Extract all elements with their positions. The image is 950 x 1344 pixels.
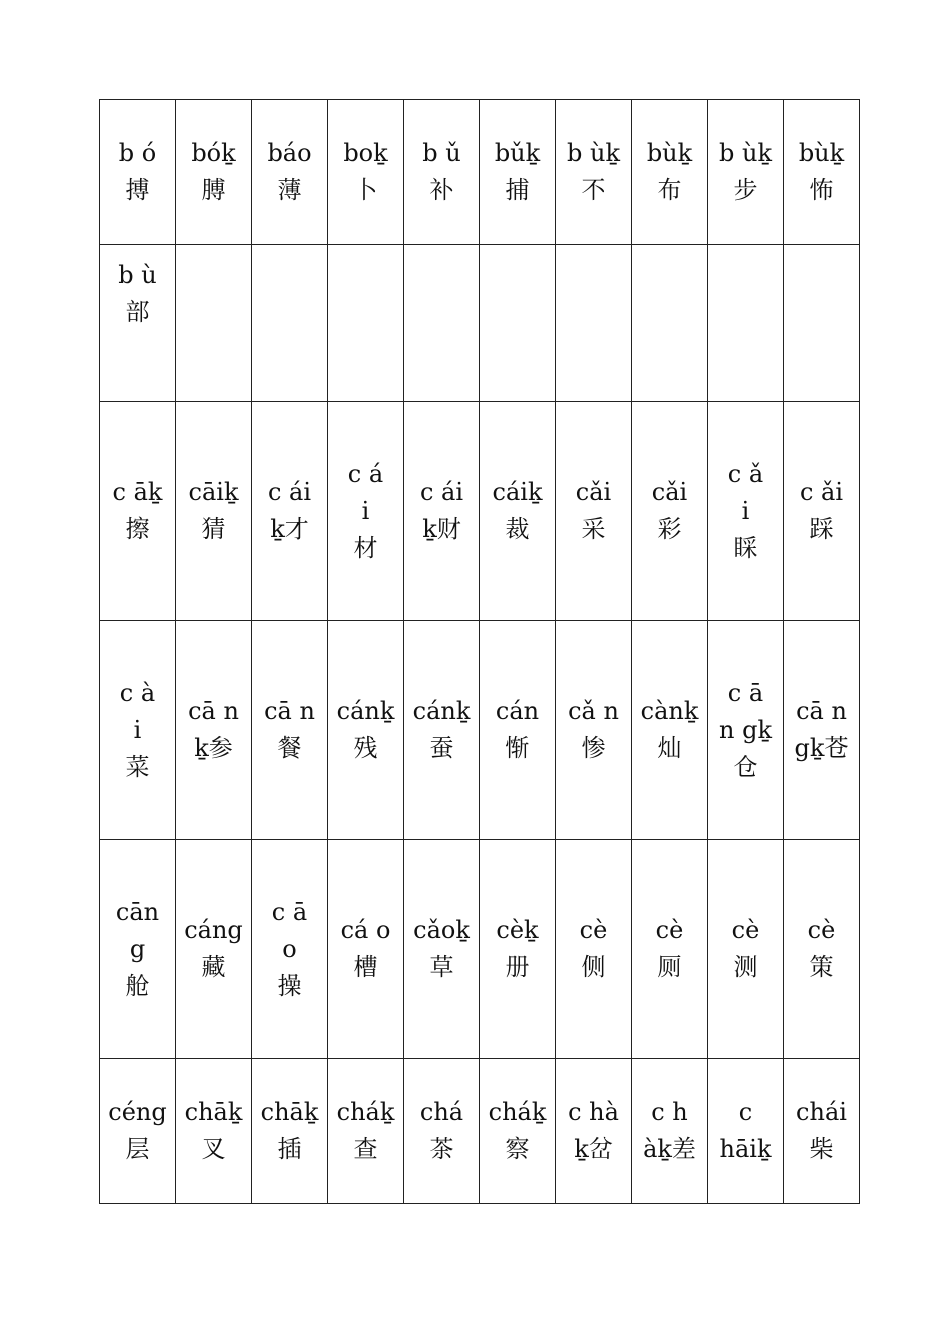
table-cell: c ái ḵ才	[252, 402, 328, 621]
table-cell: c ā n gḵ 仓	[708, 621, 784, 840]
table-cell: c hāiḵ	[708, 1059, 784, 1204]
table-row	[100, 840, 860, 1059]
table-cell: c à i 菜	[100, 621, 176, 840]
table-cell: cèḵ 册	[480, 840, 556, 1059]
table-cell: cháḵ 察	[480, 1059, 556, 1204]
table-cell: chái 柴	[784, 1059, 860, 1204]
table-cell: c ǎi 踩	[784, 402, 860, 621]
table-row	[100, 402, 860, 621]
table-cell: c hà ḵ岔	[556, 1059, 632, 1204]
table-cell: cànḵ 灿	[632, 621, 708, 840]
table-cell	[252, 245, 328, 402]
table-cell: cā n 餐	[252, 621, 328, 840]
table-cell: c ái ḵ财	[404, 402, 480, 621]
table-cell: céng 层	[100, 1059, 176, 1204]
table-cell: bóḵ 膊	[176, 100, 252, 245]
table-row	[100, 245, 860, 402]
table-cell: bùḵ 怖	[784, 100, 860, 245]
table-row	[100, 1059, 860, 1204]
table-cell: cán 惭	[480, 621, 556, 840]
table-cell: c h àḵ差	[632, 1059, 708, 1204]
table-cell: cáiḵ 裁	[480, 402, 556, 621]
table-cell: chāḵ 插	[252, 1059, 328, 1204]
table-cell: cā n ḵ参	[176, 621, 252, 840]
table-row	[100, 621, 860, 840]
table-cell: cān g 舱	[100, 840, 176, 1059]
table-cell: cè 测	[708, 840, 784, 1059]
table-cell: b ù 部	[100, 245, 176, 402]
table-cell: cá o 槽	[328, 840, 404, 1059]
table-cell: cáng 藏	[176, 840, 252, 1059]
table-cell	[176, 245, 252, 402]
table-cell: cánḵ 蚕	[404, 621, 480, 840]
table-cell: b ǔ 补	[404, 100, 480, 245]
table-cell: cánḵ 残	[328, 621, 404, 840]
table-row	[100, 100, 860, 245]
table-cell	[404, 245, 480, 402]
table-cell: cháḵ 查	[328, 1059, 404, 1204]
table-cell: c āḵ 擦	[100, 402, 176, 621]
table-cell	[480, 245, 556, 402]
table-cell: báo 薄	[252, 100, 328, 245]
table-cell: bǔḵ 捕	[480, 100, 556, 245]
table-cell	[556, 245, 632, 402]
table-cell: b ó 搏	[100, 100, 176, 245]
table-cell: chá 茶	[404, 1059, 480, 1204]
table-cell: b ùḵ 不	[556, 100, 632, 245]
table-cell: cāiḵ 猜	[176, 402, 252, 621]
table-cell: cè 侧	[556, 840, 632, 1059]
table-cell	[784, 245, 860, 402]
table-cell: boḵ 卜	[328, 100, 404, 245]
table-cell: c ā o 操	[252, 840, 328, 1059]
table-cell: cǎoḵ 草	[404, 840, 480, 1059]
table-cell: chāḵ 叉	[176, 1059, 252, 1204]
table-cell: cǎi 彩	[632, 402, 708, 621]
table-cell: b ùḵ 步	[708, 100, 784, 245]
table-cell: bùḵ 布	[632, 100, 708, 245]
table-cell: cā n gḵ苍	[784, 621, 860, 840]
pinyin-character-table	[99, 99, 860, 1204]
table-cell: c ǎ i 睬	[708, 402, 784, 621]
table-cell: cè 厕	[632, 840, 708, 1059]
table-cell: cè 策	[784, 840, 860, 1059]
table-cell: c á i 材	[328, 402, 404, 621]
table-cell: cǎ n 惨	[556, 621, 632, 840]
table-cell	[708, 245, 784, 402]
table-cell	[328, 245, 404, 402]
table-cell: cǎi 采	[556, 402, 632, 621]
table-cell	[632, 245, 708, 402]
